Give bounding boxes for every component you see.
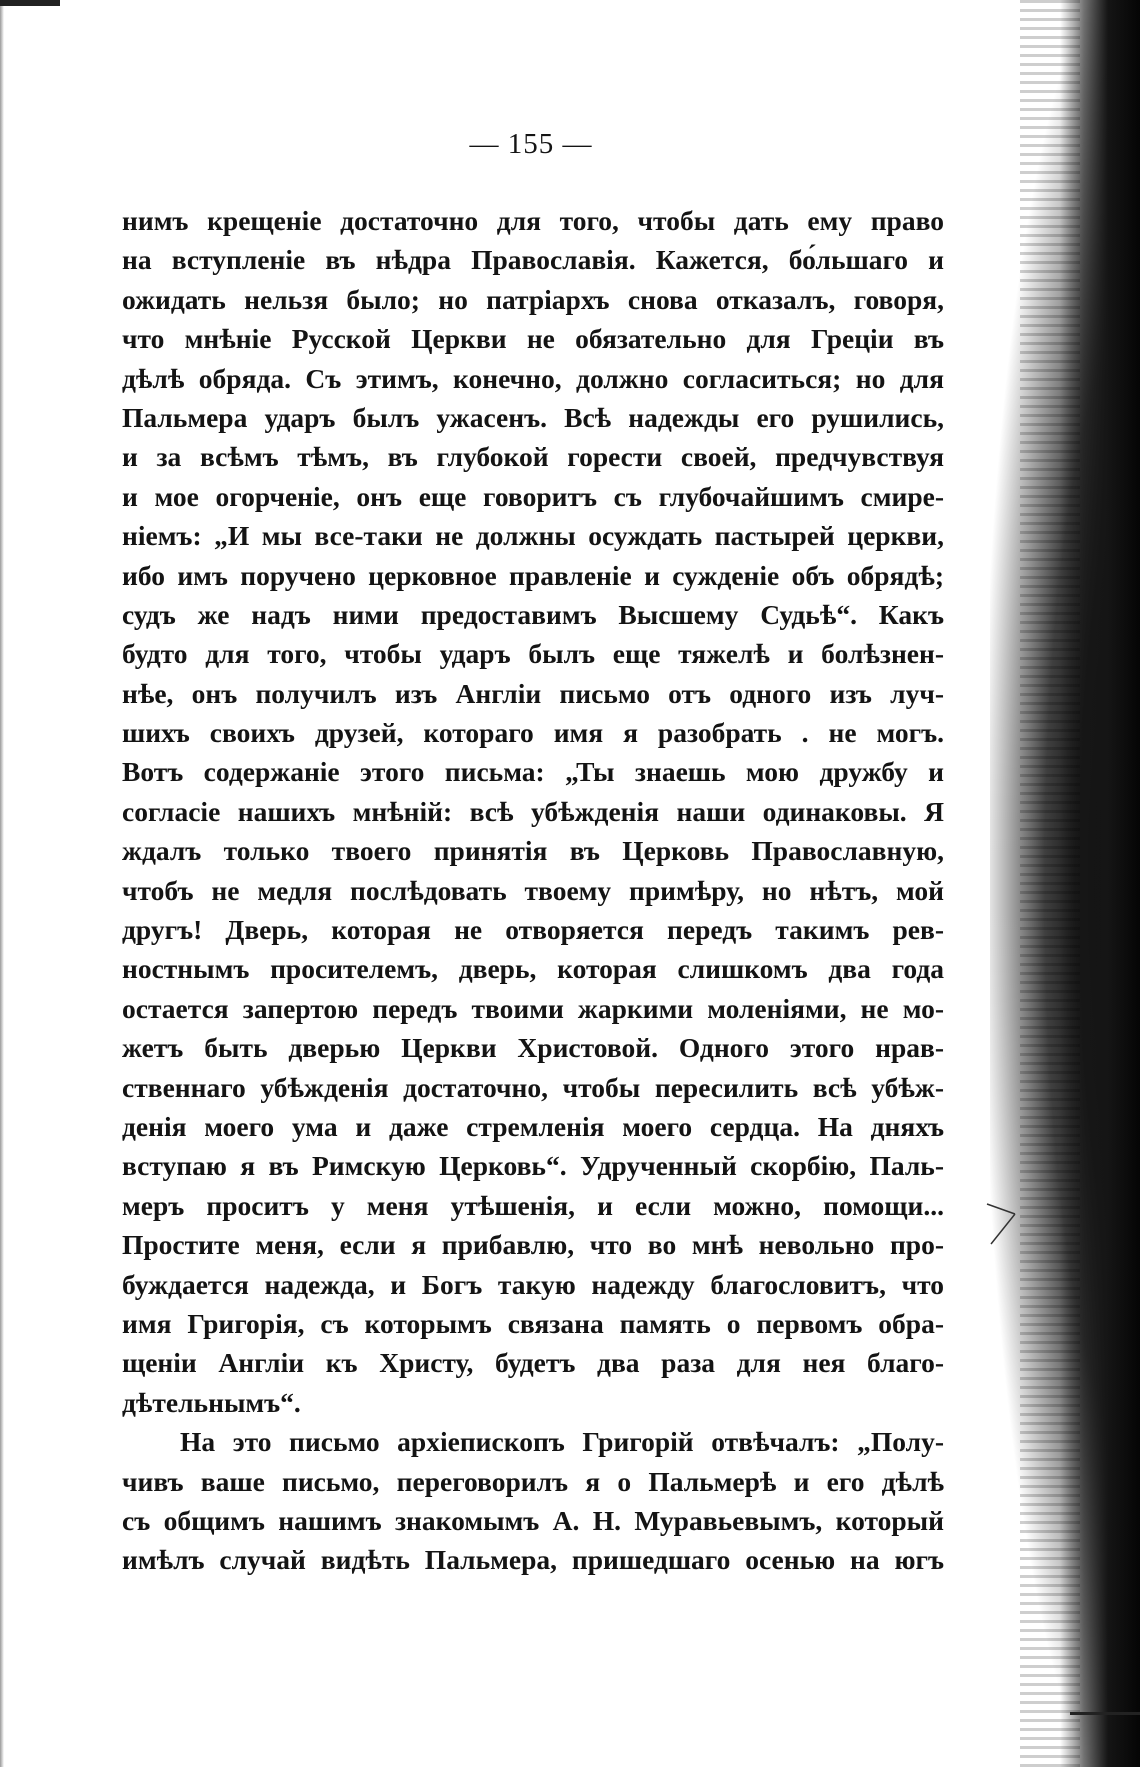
text-line: ждалъ только твоего принятія въ Церковь Православную, [122,835,944,867]
text-line: нимъ крещеніе достаточно для того, чтобы дать ему право [122,205,944,236]
text-line: вступаю я въ Римскую Церковь“. Удрученный скорбію, Паль- [122,1150,944,1182]
page-number: — 155 — [469,128,593,160]
text-line: меръ проситъ у меня утѣшенія, и если можно, помощи... [122,1189,944,1221]
text-line: жетъ быть дверью Церкви Христовой. Одного этого нрав- [122,1032,944,1064]
text-line: Пальмера ударъ былъ ужасенъ. Всѣ надежды его рушились, [122,401,944,433]
text-line: съ общимъ нашимъ знакомымъ А. Н. Муравьевымъ, который [122,1504,944,1536]
body-text [122,201,944,1580]
text-line: и за всѣмъ тѣмъ, въ глубокой горести своей, предчувствуя [122,441,944,473]
text-line: Простите меня, если я прибавлю, что во мнѣ невольно про- [122,1229,944,1261]
text-line: чтобъ не медля послѣдовать твоему примѣру, но нѣтъ, мой [122,874,944,906]
text-line: и мое огорченіе, онъ еще говоритъ съ глубочайшимъ смире- [122,480,944,512]
scan-shadow-edge [990,0,1140,1767]
text-line: согласіе нашихъ мнѣній: всѣ убѣжденія наши одинаковы. Я [122,795,944,827]
text-line: дѣтельнымъ“. [122,1386,301,1418]
text-line: щеніи Англіи къ Христу, будетъ два раза для нея благо- [122,1347,944,1379]
text-line: что мнѣніе Русской Церкви не обязательно для Греціи въ [122,323,944,355]
text-line: ственнаго убѣжденія достаточно, чтобы пересилить всѣ убѣж- [122,1071,944,1103]
text-line: имѣлъ случай видѣть Пальмера, пришедшаго осенью на югъ [122,1544,944,1576]
text-line: шихъ своихъ друзей, котораго имя я разобрать . не могъ. [122,717,944,749]
text-line: на вступленіе въ нѣдра Православія. Кажется, бо́льшаго и [122,244,944,276]
text-line: Вотъ содержаніе этого письма: „Ты знаешь мою дружбу и [122,756,944,788]
scan-left-edge [0,0,4,1767]
text-line: денія моего ума и даже стремленія моего сердца. На дняхъ [122,1110,944,1142]
text-line: ожидать нельзя было; но патріархъ снова отказалъ, говоря, [122,283,944,315]
text-line: судъ же надъ ними предоставимъ Высшему Судьѣ“. Какъ [122,598,944,630]
scan-bottom-mark [1070,1712,1140,1715]
text-line: ибо имъ поручено церковное правленіе и сужденіе объ обрядѣ; [122,559,944,591]
text-line: На это письмо архіепископъ Григорій отвѣчалъ: „Полу- [180,1426,944,1458]
margin-pencil-mark [985,1200,1021,1248]
text-line: буждается надежда, и Богъ такую надежду благословитъ, что [122,1268,944,1300]
text-line: ностнымъ просителемъ, дверь, которая слишкомъ два года [122,953,944,985]
text-line: ніемъ: „И мы все-таки не должны осуждать пастырей церкви, [122,520,944,552]
scan-corner-mark [0,0,60,6]
text-line: нѣе, онъ получилъ изъ Англіи письмо отъ одного изъ луч- [122,677,944,709]
text-line: имя Григорія, съ которымъ связана память о первомъ обра- [122,1307,944,1339]
text-line: чивъ ваше письмо, переговорилъ я о Пальмерѣ и его дѣлѣ [122,1465,944,1497]
text-line: другъ! Дверь, которая не отворяется передъ такимъ рев- [122,914,944,946]
text-line: остается запертою передъ твоими жаркими моленіями, не мо- [122,992,944,1024]
text-line: дѣлѣ обряда. Съ этимъ, конечно, должно согласиться; но для [122,362,944,394]
text-line: будто для того, чтобы ударъ былъ еще тяжелѣ и болѣзнен- [122,638,944,670]
